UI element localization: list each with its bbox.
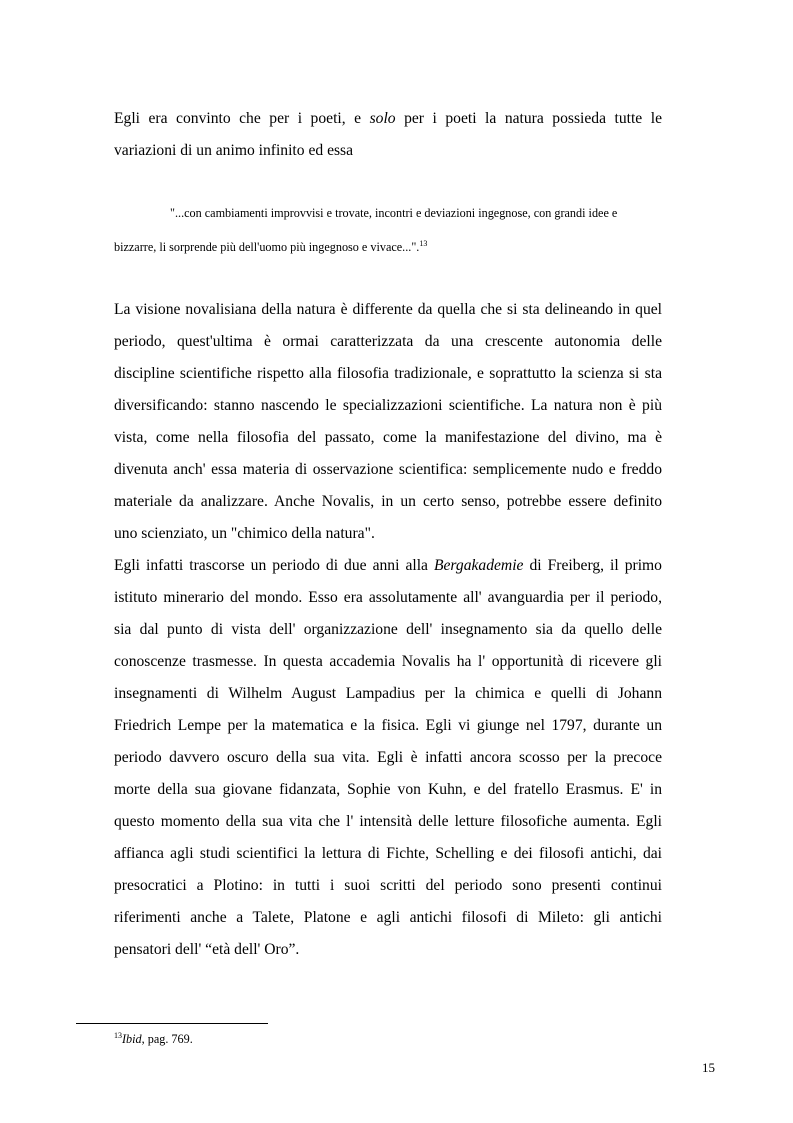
body-paragraph-1 [114, 294, 662, 966]
body1-line: periodo, quest'ultima è ormai caratterizzata da una crescente autonomia delle [114, 333, 662, 350]
quote-line-1: "...con cambiamenti improvvisi e trovate, incontri e deviazioni ingegnose, con grandi idee e [170, 206, 618, 220]
footnote-separator [76, 1023, 268, 1024]
footnote-number: 13 [114, 1030, 122, 1040]
body1-line: uno scienziato, un "chimico della natura". [114, 525, 375, 542]
footnote-reference: 13 [419, 238, 428, 248]
body2-line: conoscenze trasmesse. In questa accademia Novalis ha l' opportunità di ricevere gli [114, 653, 662, 670]
emphasis-solo: solo [369, 110, 396, 127]
body2-line: riferimenti anche a Talete, Platone e agli antichi filosofi di Mileto: gli antichi [114, 909, 662, 926]
intro-line-2: variazioni di un animo infinito ed essa [114, 142, 354, 159]
intro-paragraph [114, 103, 662, 167]
body2-line: affianca agli studi scientifici la lettura di Fichte, Schelling e dei filosofi antichi, dai [114, 845, 662, 862]
footnote-text: , pag. 769. [141, 1032, 193, 1046]
page-number: 15 [702, 1060, 715, 1075]
body2-line: insegnamenti di Wilhelm August Lampadius per la chimica e quelli di Johann [114, 685, 662, 702]
footnote [114, 1032, 193, 1047]
body2-line: periodo davvero oscuro della sua vita. Egli è infatti ancora scosso per la precoce [114, 749, 662, 766]
body2-line: pensatori dell' “età dell' Oro”. [114, 941, 300, 958]
body1-line: divenuta anch' essa materia di osservazione scientifica: semplicemente nudo e freddo [114, 461, 662, 478]
body1-line: vista, come nella filosofia del passato, come la manifestazione del divino, ma è [114, 429, 662, 446]
footnote-ibid: Ibid [122, 1032, 142, 1046]
body2-line: sia dal punto di vista dell' organizzazione dell' insegnamento sia da quello delle [114, 621, 662, 638]
body2-line-first: Egli infatti trascorse un periodo di due anni alla Bergakademie di Freiberg, il primo [114, 557, 662, 574]
body1-line: discipline scientifiche rispetto alla filosofia tradizionale, e soprattutto la scienza si sta [114, 365, 662, 382]
body2-line: Friedrich Lempe per la matematica e la fisica. Egli vi giunge nel 1797, durante un [114, 717, 662, 734]
body2-line: istituto minerario del mondo. Esso era assolutamente all' avanguardia per il periodo, [114, 589, 662, 606]
body2-line: morte della sua giovane fidanzata, Sophie von Kuhn, e del fratello Erasmus. E' in [114, 781, 662, 798]
body1-line: La visione novalisiana della natura è differente da quella che si sta delineando in quel [114, 301, 662, 318]
intro-line-1: Egli era convinto che per i poeti, e solo per i poeti la natura possieda tutte le [114, 110, 662, 127]
body2-line: presocratici a Plotino: in tutti i suoi scritti del periodo sono presenti continui [114, 877, 662, 894]
body1-line: materiale da analizzare. Anche Novalis, in un certo senso, potrebbe essere definito [114, 493, 662, 510]
quote-line-2: bizzarre, li sorprende più dell'uomo più ingegnoso e vivace...".$^{13}$ [114, 238, 428, 254]
body2-line: questo momento della sua vita che l' intensità delle letture filosofiche aumenta. Egli [114, 813, 662, 830]
body1-line: diversificando: stanno nascendo le specializzazioni scientifiche. La natura non è più [114, 397, 662, 414]
emphasis-bergakademie: Bergakademie [433, 557, 524, 574]
